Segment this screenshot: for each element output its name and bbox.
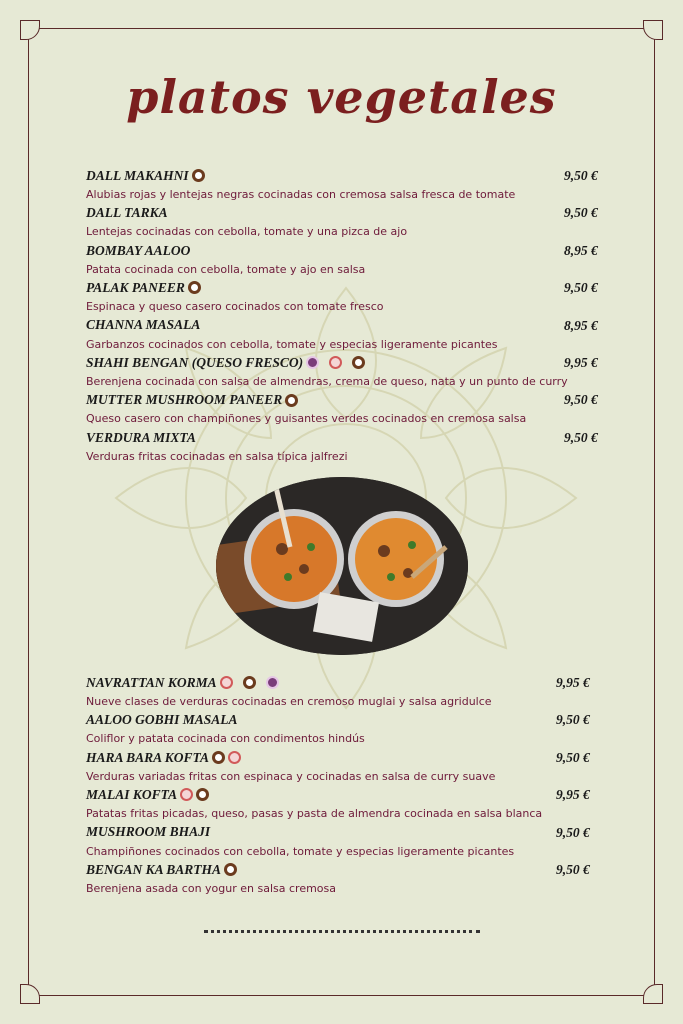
menu-item-header	[86, 167, 606, 186]
dish-price: 9,95 €	[556, 675, 590, 690]
dish-price: 9,50 €	[556, 861, 590, 877]
menu-item-header	[86, 279, 606, 298]
dairy-icon	[192, 169, 205, 182]
dish-name: DALL MAKAHNI	[86, 167, 189, 183]
menu-item	[86, 749, 594, 786]
menu-item	[86, 674, 594, 711]
dish-name: NAVRATTAN KORMA	[86, 674, 217, 690]
dairy-icon	[224, 863, 237, 876]
menu-item-header	[86, 749, 594, 768]
dish-description: Berenjena asada con yogur en salsa cremosa	[86, 881, 337, 895]
dairy-icon	[285, 394, 298, 407]
dish-name: BENGAN KA BARTHA	[86, 861, 222, 877]
dish-price: 8,95 €	[564, 242, 598, 258]
dish-price: 9,50 €	[564, 205, 598, 221]
dish-description: Coliflor y patata cocinada con condimentos hindús	[86, 732, 365, 746]
dish-name: MUSHROOM BHAJI	[86, 824, 211, 840]
dairy-icon	[352, 356, 365, 369]
menu-item	[86, 824, 594, 861]
dish-price: 9,50 €	[564, 168, 598, 183]
dairy-icon	[212, 751, 225, 764]
menu-item-header	[86, 429, 606, 448]
dish-price: 9,50 €	[556, 824, 590, 840]
dish-name: SHAHI BENGAN (QUESO FRESCO)	[86, 354, 304, 370]
dish-price: 8,95 €	[564, 317, 598, 333]
dairy-icon	[188, 281, 201, 294]
dish-description: Verduras variadas fritas con espinaca y cocinadas en salsa de curry suave	[86, 769, 496, 783]
menu-item	[86, 317, 606, 354]
dish-description: Verduras fritas cocinadas en salsa típica jalfrezi	[86, 449, 348, 463]
dish-name: VERDURA MIXTA	[86, 429, 196, 445]
nuts-icon	[180, 788, 193, 801]
page-title: platos vegetales	[126, 70, 557, 124]
menu-item	[86, 167, 606, 204]
dish-price: 9,50 €	[556, 749, 590, 765]
dish-price: 9,50 €	[564, 429, 598, 445]
dish-description: Garbanzos cocinados con cebolla, tomate y especias ligeramente picantes	[86, 337, 498, 351]
nuts-icon	[220, 676, 233, 689]
menu-item	[86, 204, 606, 241]
menu-item-header	[86, 824, 594, 843]
dish-name: PALAK PANEER	[86, 279, 185, 295]
dish-description: Alubias rojas y lentejas negras cocinadas con cremosa salsa fresca de tomate	[86, 188, 516, 201]
menu-section-2	[86, 674, 594, 898]
menu-item	[86, 786, 594, 823]
dish-price: 9,50 €	[564, 392, 598, 408]
dish-name: AALOO GOBHI MASALA	[86, 712, 238, 728]
dish-name: HARA BARA KOFTA	[86, 749, 210, 765]
menu-item	[86, 354, 606, 391]
dish-description: Espinaca y queso casero cocinados con tomate fresco	[86, 300, 384, 314]
dish-description: Patatas fritas picadas, queso, pasas y pasta de almendra cocinada en salsa blanca	[86, 807, 543, 821]
menu-item-header	[86, 354, 606, 373]
menu-item	[86, 429, 606, 466]
dish-name: CHANNA MASALA	[86, 317, 201, 333]
dish-price: 9,50 €	[564, 280, 598, 296]
food-photo	[216, 477, 468, 655]
menu-item-header	[86, 317, 606, 336]
dish-price: 9,95 €	[556, 787, 590, 803]
menu-item-header	[86, 204, 606, 223]
dairy-icon	[196, 788, 209, 801]
menu-item	[86, 279, 606, 316]
dish-price: 9,50 €	[556, 712, 590, 728]
veg-icon	[266, 676, 279, 689]
menu-item-header	[86, 391, 606, 410]
menu-item	[86, 711, 594, 748]
veg-icon	[306, 356, 319, 369]
dish-name: MUTTER MUSHROOM PANEER	[86, 392, 283, 408]
dotted-divider	[204, 930, 480, 937]
dish-name: BOMBAY AALOO	[86, 242, 191, 258]
dish-price: 9,95 €	[564, 354, 598, 370]
menu-item-header	[86, 711, 594, 730]
dish-description: Lentejas cocinadas con cebolla, tomate y una pizca de ajo	[86, 225, 408, 239]
dairy-icon	[243, 676, 256, 689]
dish-description: Nueve clases de verduras cocinadas en cremoso muglai y salsa agridulce	[86, 695, 492, 708]
dish-description: Patata cocinada con cebolla, tomate y ajo en salsa	[86, 262, 366, 276]
nuts-icon	[228, 751, 241, 764]
menu-item	[86, 861, 594, 898]
menu-item-header	[86, 242, 606, 261]
menu-item-header	[86, 786, 594, 805]
menu-item-header	[86, 861, 594, 880]
menu-item	[86, 391, 606, 428]
dish-description: Queso casero con champiñones y guisantes verdes cocinados en cremosa salsa	[86, 412, 527, 426]
dish-description: Champiñones cocinados con cebolla, tomate y especias ligeramente picantes	[86, 844, 515, 858]
dish-description: Berenjena cocinada con salsa de almendras, crema de queso, nata y un punto de curry	[86, 374, 568, 388]
nuts-icon	[329, 356, 342, 369]
dish-name: MALAI KOFTA	[86, 786, 178, 802]
menu-item	[86, 242, 606, 279]
menu-section-1	[86, 167, 606, 466]
dish-name: DALL TARKA	[86, 205, 168, 221]
menu-item-header	[86, 674, 594, 693]
